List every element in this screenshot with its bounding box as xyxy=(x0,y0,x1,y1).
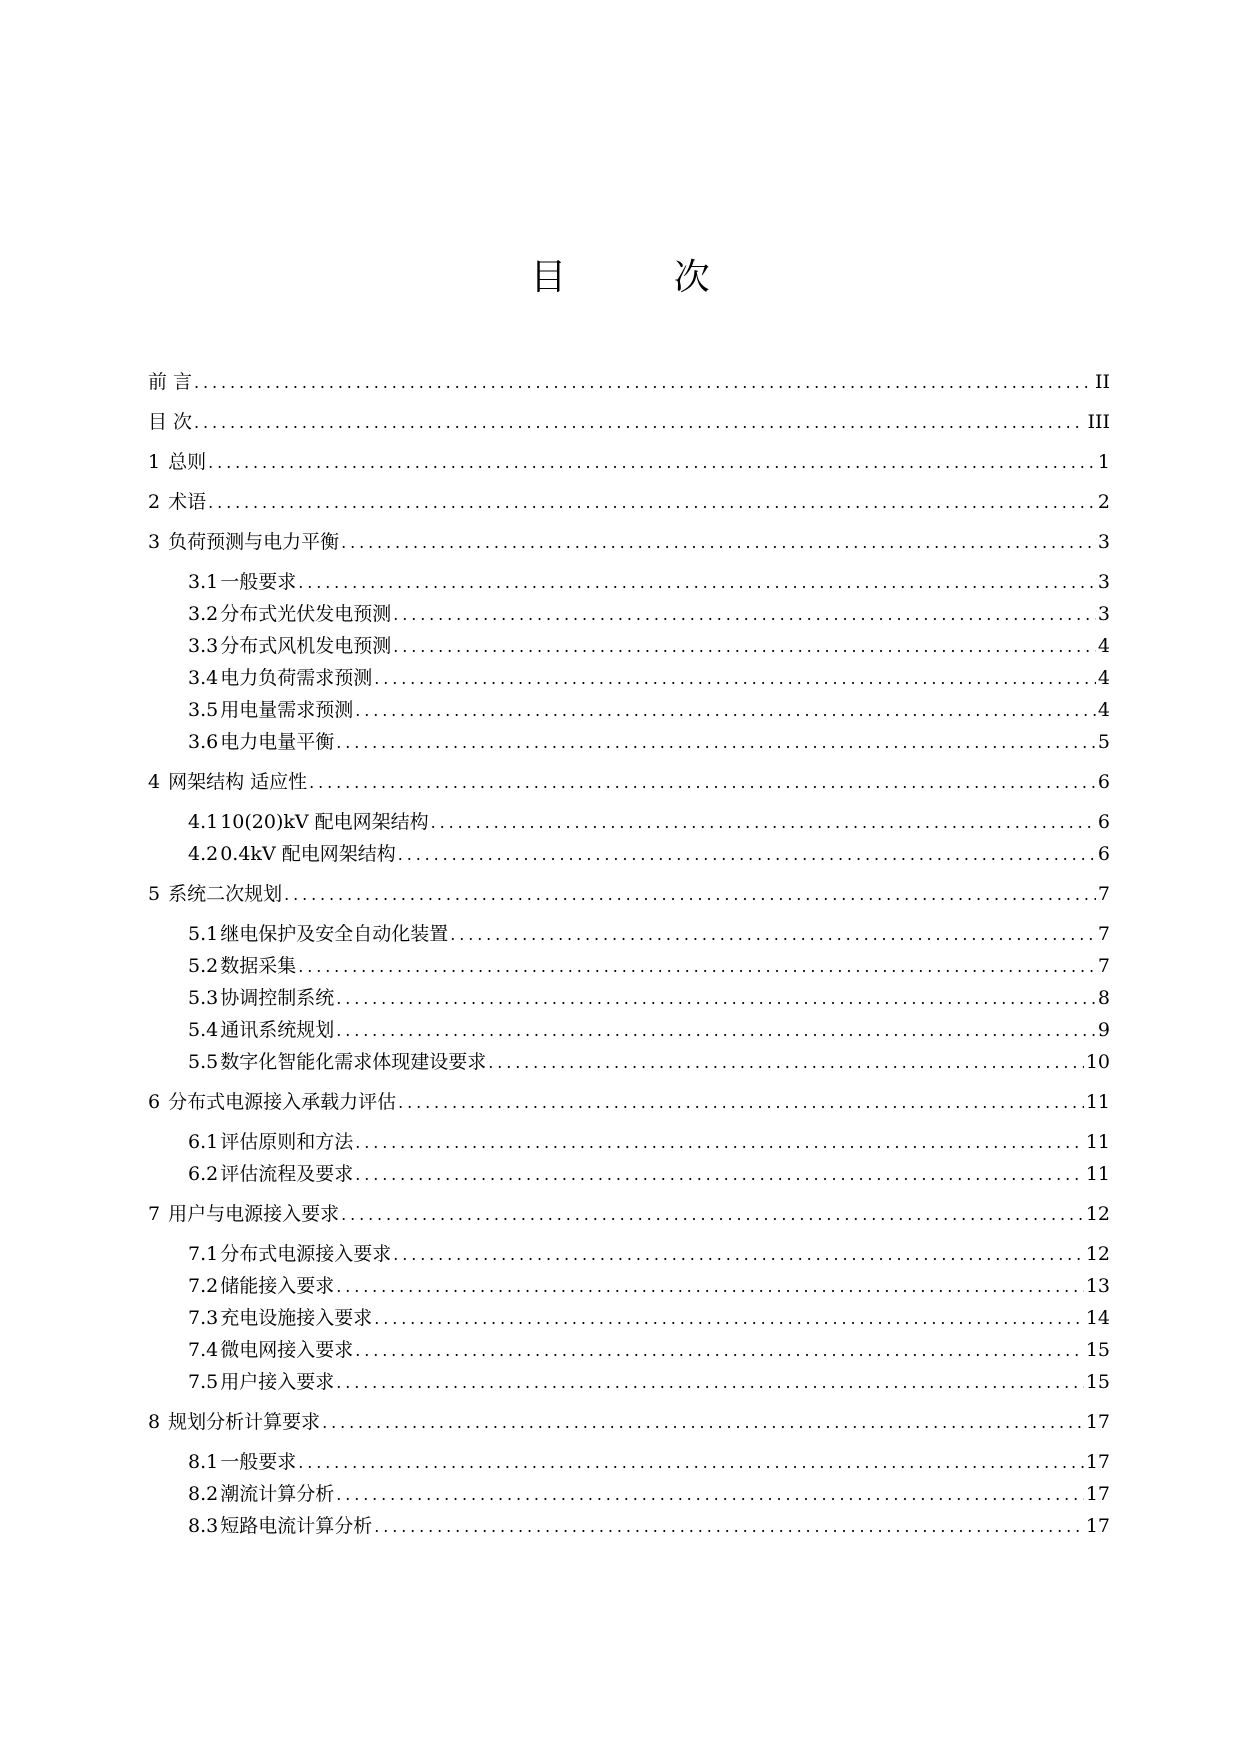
toc-entry-label xyxy=(188,1162,355,1186)
toc-entry-number: 5.1 xyxy=(188,923,219,945)
toc-entry-label xyxy=(188,1130,355,1154)
toc-entry-text: 电力电量平衡 xyxy=(220,731,335,753)
toc-entry-page: 8 xyxy=(1097,987,1110,1009)
dot-leader xyxy=(355,1131,1084,1155)
dot-leader xyxy=(355,1339,1084,1363)
toc-entry[interactable] xyxy=(148,882,1110,907)
toc-entry[interactable] xyxy=(148,1018,1110,1043)
toc-entry[interactable] xyxy=(148,1450,1110,1475)
toc-entry[interactable] xyxy=(148,770,1110,795)
toc-entry-text: 潮流计算分析 xyxy=(220,1483,335,1505)
toc-entry-text: 前 言 xyxy=(148,371,193,393)
toc-entry-number: 3.1 xyxy=(188,571,219,593)
toc-entry[interactable] xyxy=(148,1306,1110,1331)
toc-entry-number: 3 xyxy=(148,531,161,553)
dot-leader xyxy=(336,987,1096,1011)
dot-leader xyxy=(336,1019,1096,1043)
toc-entry-text: 总则 xyxy=(168,451,207,473)
toc-entry[interactable] xyxy=(148,530,1110,555)
toc-entry-page: 6 xyxy=(1097,843,1110,865)
toc-entry-page: 13 xyxy=(1085,1275,1110,1297)
toc-entry-label xyxy=(188,1514,374,1538)
toc-entry-label xyxy=(188,570,298,594)
toc-entry-number: 4 xyxy=(148,771,161,793)
toc-entry[interactable] xyxy=(148,986,1110,1011)
dot-leader xyxy=(298,955,1096,979)
toc-entry-label xyxy=(148,490,208,514)
toc-entry-number: 7.1 xyxy=(188,1243,219,1265)
toc-entry-label xyxy=(188,1450,298,1474)
toc-entry-number: 8.2 xyxy=(188,1483,219,1505)
toc-entry-number: 3.6 xyxy=(188,731,219,753)
toc-entry-page: 17 xyxy=(1085,1515,1110,1537)
dot-leader xyxy=(336,1275,1084,1299)
toc-entry[interactable] xyxy=(148,410,1110,435)
toc-entry-text: 通讯系统规划 xyxy=(220,1019,335,1041)
toc-entry[interactable] xyxy=(148,1090,1110,1115)
toc-entry-number: 8.3 xyxy=(188,1515,219,1537)
toc-entry-text: 网架结构 适应性 xyxy=(168,771,308,793)
toc-entry-label xyxy=(148,1410,322,1434)
dot-leader xyxy=(488,1051,1084,1075)
toc-entry[interactable] xyxy=(148,1274,1110,1299)
toc-entry-text: 系统二次规划 xyxy=(168,883,283,905)
toc-entry-label xyxy=(188,602,393,626)
toc-entry-label xyxy=(148,410,194,434)
toc-entry-text: 0.4kV 配电网架结构 xyxy=(220,843,396,865)
toc-entry[interactable] xyxy=(148,666,1110,691)
toc-entry-label xyxy=(148,370,194,394)
toc-entry-page: 1 xyxy=(1097,451,1110,473)
toc-entry-label xyxy=(148,530,341,554)
toc-entry-number: 1 xyxy=(148,451,161,473)
toc-entry-number: 7 xyxy=(148,1203,161,1225)
dot-leader xyxy=(298,1451,1084,1475)
toc-entry-page: 3 xyxy=(1097,531,1110,553)
dot-leader xyxy=(355,1163,1084,1187)
toc-entry-page: 11 xyxy=(1085,1131,1110,1153)
toc-entry-text: 负荷预测与电力平衡 xyxy=(168,531,340,553)
toc-entry-text: 规划分析计算要求 xyxy=(168,1411,321,1433)
toc-entry-page: 7 xyxy=(1097,883,1110,905)
dot-leader xyxy=(336,731,1096,755)
toc-entry[interactable] xyxy=(148,1130,1110,1155)
toc-entry[interactable] xyxy=(148,1050,1110,1075)
dot-leader xyxy=(336,1371,1084,1395)
toc-entry-page: 12 xyxy=(1085,1243,1110,1265)
toc-entry[interactable] xyxy=(148,1202,1110,1227)
toc-entry-number: 5.2 xyxy=(188,955,219,977)
toc-entry-text: 数据采集 xyxy=(220,955,297,977)
toc-entry-text: 储能接入要求 xyxy=(220,1275,335,1297)
dot-leader xyxy=(309,771,1096,795)
dot-leader xyxy=(374,667,1096,691)
toc-entry-page: II xyxy=(1094,371,1110,393)
toc-entry-page: 6 xyxy=(1097,811,1110,833)
toc-entry-label xyxy=(188,810,431,834)
toc-entry-page: 5 xyxy=(1097,731,1110,753)
toc-entry-number: 6.2 xyxy=(188,1163,219,1185)
toc-entry-label xyxy=(188,730,336,754)
dot-leader xyxy=(398,843,1096,867)
dot-leader xyxy=(398,1091,1084,1115)
toc-entry-page: 4 xyxy=(1097,699,1110,721)
toc-entry-text: 协调控制系统 xyxy=(220,987,335,1009)
toc-entry[interactable] xyxy=(148,954,1110,979)
toc-entry[interactable] xyxy=(148,730,1110,755)
toc-entry-text: 一般要求 xyxy=(220,571,297,593)
toc-entry-page: 11 xyxy=(1085,1163,1110,1185)
dot-leader xyxy=(450,923,1096,947)
toc-entry-text: 电力负荷需求预测 xyxy=(220,667,373,689)
toc-entry-number: 8.1 xyxy=(188,1451,219,1473)
toc-entry-page: 4 xyxy=(1097,667,1110,689)
toc-entry-label xyxy=(148,1202,341,1226)
toc-entry-label xyxy=(188,954,298,978)
toc-entry-number: 4.2 xyxy=(188,843,219,865)
toc-entry-text: 术语 xyxy=(168,491,207,513)
toc-entry-text: 分布式电源接入要求 xyxy=(220,1243,392,1265)
toc-entry-text: 评估流程及要求 xyxy=(220,1163,354,1185)
toc-entry[interactable] xyxy=(148,1370,1110,1395)
toc-entry-text: 一般要求 xyxy=(220,1451,297,1473)
toc-entry-label xyxy=(188,666,374,690)
toc-entry-number: 5 xyxy=(148,883,161,905)
toc-entry-number: 2 xyxy=(148,491,161,513)
toc-entry[interactable] xyxy=(148,922,1110,947)
toc-entry-page: 17 xyxy=(1085,1483,1110,1505)
toc-entry-number: 7.4 xyxy=(188,1339,219,1361)
toc-entry[interactable] xyxy=(148,1514,1110,1539)
toc-entry[interactable] xyxy=(148,810,1110,835)
toc-entry-text: 用户与电源接入要求 xyxy=(168,1203,340,1225)
toc-entry-number: 6.1 xyxy=(188,1131,219,1153)
toc-entry-text: 目 次 xyxy=(148,411,193,433)
toc-entry[interactable] xyxy=(148,1410,1110,1435)
toc-entry-label xyxy=(148,770,309,794)
toc-entry[interactable] xyxy=(148,698,1110,723)
toc-entry-label xyxy=(148,1090,398,1114)
toc-entry-number: 3.2 xyxy=(188,603,219,625)
toc-entry-label xyxy=(188,698,355,722)
toc-entry-page: III xyxy=(1087,411,1110,433)
toc-entry[interactable] xyxy=(148,1242,1110,1267)
dot-leader xyxy=(374,1515,1084,1539)
toc-entry-label xyxy=(188,1306,374,1330)
toc-entry-number: 3.3 xyxy=(188,635,219,657)
dot-leader xyxy=(374,1307,1084,1331)
toc-entry-label xyxy=(188,1018,336,1042)
toc-entry[interactable] xyxy=(148,370,1110,395)
dot-leader xyxy=(393,1243,1084,1267)
dot-leader xyxy=(208,451,1096,475)
toc-entry-page: 4 xyxy=(1097,635,1110,657)
dot-leader xyxy=(341,531,1096,555)
dot-leader xyxy=(194,411,1085,435)
toc-entry[interactable] xyxy=(148,842,1110,867)
toc-entry[interactable] xyxy=(148,634,1110,659)
toc-entry[interactable] xyxy=(148,1162,1110,1187)
dot-leader xyxy=(341,1203,1084,1227)
toc-entry-text: 用电量需求预测 xyxy=(220,699,354,721)
toc-entry-text: 分布式光伏发电预测 xyxy=(220,603,392,625)
toc-entry-label xyxy=(188,634,393,658)
toc-entry-text: 评估原则和方法 xyxy=(220,1131,354,1153)
dot-leader xyxy=(355,699,1096,723)
toc-entry[interactable] xyxy=(148,490,1110,515)
toc-entry-number: 8 xyxy=(148,1411,161,1433)
dot-leader xyxy=(393,635,1096,659)
dot-leader xyxy=(298,571,1096,595)
dot-leader xyxy=(284,883,1096,907)
dot-leader xyxy=(393,603,1096,627)
toc-entry-text: 数字化智能化需求体现建设要求 xyxy=(220,1051,487,1073)
toc-entry-number: 5.3 xyxy=(188,987,219,1009)
toc-entry-label xyxy=(188,1050,488,1074)
toc-entry-text: 分布式风机发电预测 xyxy=(220,635,392,657)
toc-entry-label xyxy=(148,450,208,474)
toc-entry-text: 分布式电源接入承载力评估 xyxy=(168,1091,397,1113)
dot-leader xyxy=(431,811,1096,835)
toc-entry-text: 微电网接入要求 xyxy=(220,1339,354,1361)
toc-entry-label xyxy=(188,1370,336,1394)
page-title: 目 次 xyxy=(530,257,758,298)
toc-entry-page: 17 xyxy=(1085,1451,1110,1473)
toc-entry-label xyxy=(188,842,398,866)
dot-leader xyxy=(336,1483,1084,1507)
toc-entry-text: 10(20)kV 配电网架结构 xyxy=(220,811,429,833)
toc-entry-number: 7.3 xyxy=(188,1307,219,1329)
toc-entry-number: 6 xyxy=(148,1091,161,1113)
toc-entry-label xyxy=(148,882,284,906)
toc-entry[interactable] xyxy=(148,1338,1110,1363)
toc-entry-label xyxy=(188,922,450,946)
toc-entry-page: 14 xyxy=(1085,1307,1110,1329)
toc-entry-text: 继电保护及安全自动化装置 xyxy=(220,923,449,945)
toc-entry-label xyxy=(188,1242,393,1266)
toc-entry-page: 2 xyxy=(1097,491,1110,513)
toc-entry-text: 短路电流计算分析 xyxy=(220,1515,373,1537)
toc-entry[interactable] xyxy=(148,602,1110,627)
toc-entry-label xyxy=(188,1274,336,1298)
toc-entry-page: 15 xyxy=(1085,1371,1110,1393)
toc-entry-page: 6 xyxy=(1097,771,1110,793)
toc-entry-page: 3 xyxy=(1097,603,1110,625)
toc-entry-text: 充电设施接入要求 xyxy=(220,1307,373,1329)
toc-entry-number: 3.5 xyxy=(188,699,219,721)
toc-entry-page: 11 xyxy=(1085,1091,1110,1113)
dot-leader xyxy=(208,491,1096,515)
toc-entry-page: 7 xyxy=(1097,923,1110,945)
toc-entry[interactable] xyxy=(148,450,1110,475)
dot-leader xyxy=(322,1411,1084,1435)
toc-entry-number: 7.2 xyxy=(188,1275,219,1297)
toc-entry-page: 9 xyxy=(1097,1019,1110,1041)
toc-entry-number: 4.1 xyxy=(188,811,219,833)
dot-leader xyxy=(194,371,1093,395)
toc-entry-number: 7.5 xyxy=(188,1371,219,1393)
toc-entry-text: 用户接入要求 xyxy=(220,1371,335,1393)
toc-entry-page: 7 xyxy=(1097,955,1110,977)
toc-entry[interactable] xyxy=(148,1482,1110,1507)
toc-entry-label xyxy=(188,986,336,1010)
toc-entry-label xyxy=(188,1482,336,1506)
toc-entry-number: 5.4 xyxy=(188,1019,219,1041)
toc-entry-page: 17 xyxy=(1085,1411,1110,1433)
toc-entry-number: 5.5 xyxy=(188,1051,219,1073)
toc-entry[interactable] xyxy=(148,570,1110,595)
toc-entry-page: 3 xyxy=(1097,571,1110,593)
toc-entry-label xyxy=(188,1338,355,1362)
toc-entry-number: 3.4 xyxy=(188,667,219,689)
toc-entry-page: 15 xyxy=(1085,1339,1110,1361)
toc-entry-page: 10 xyxy=(1085,1051,1110,1073)
toc-entry-page: 12 xyxy=(1085,1203,1110,1225)
